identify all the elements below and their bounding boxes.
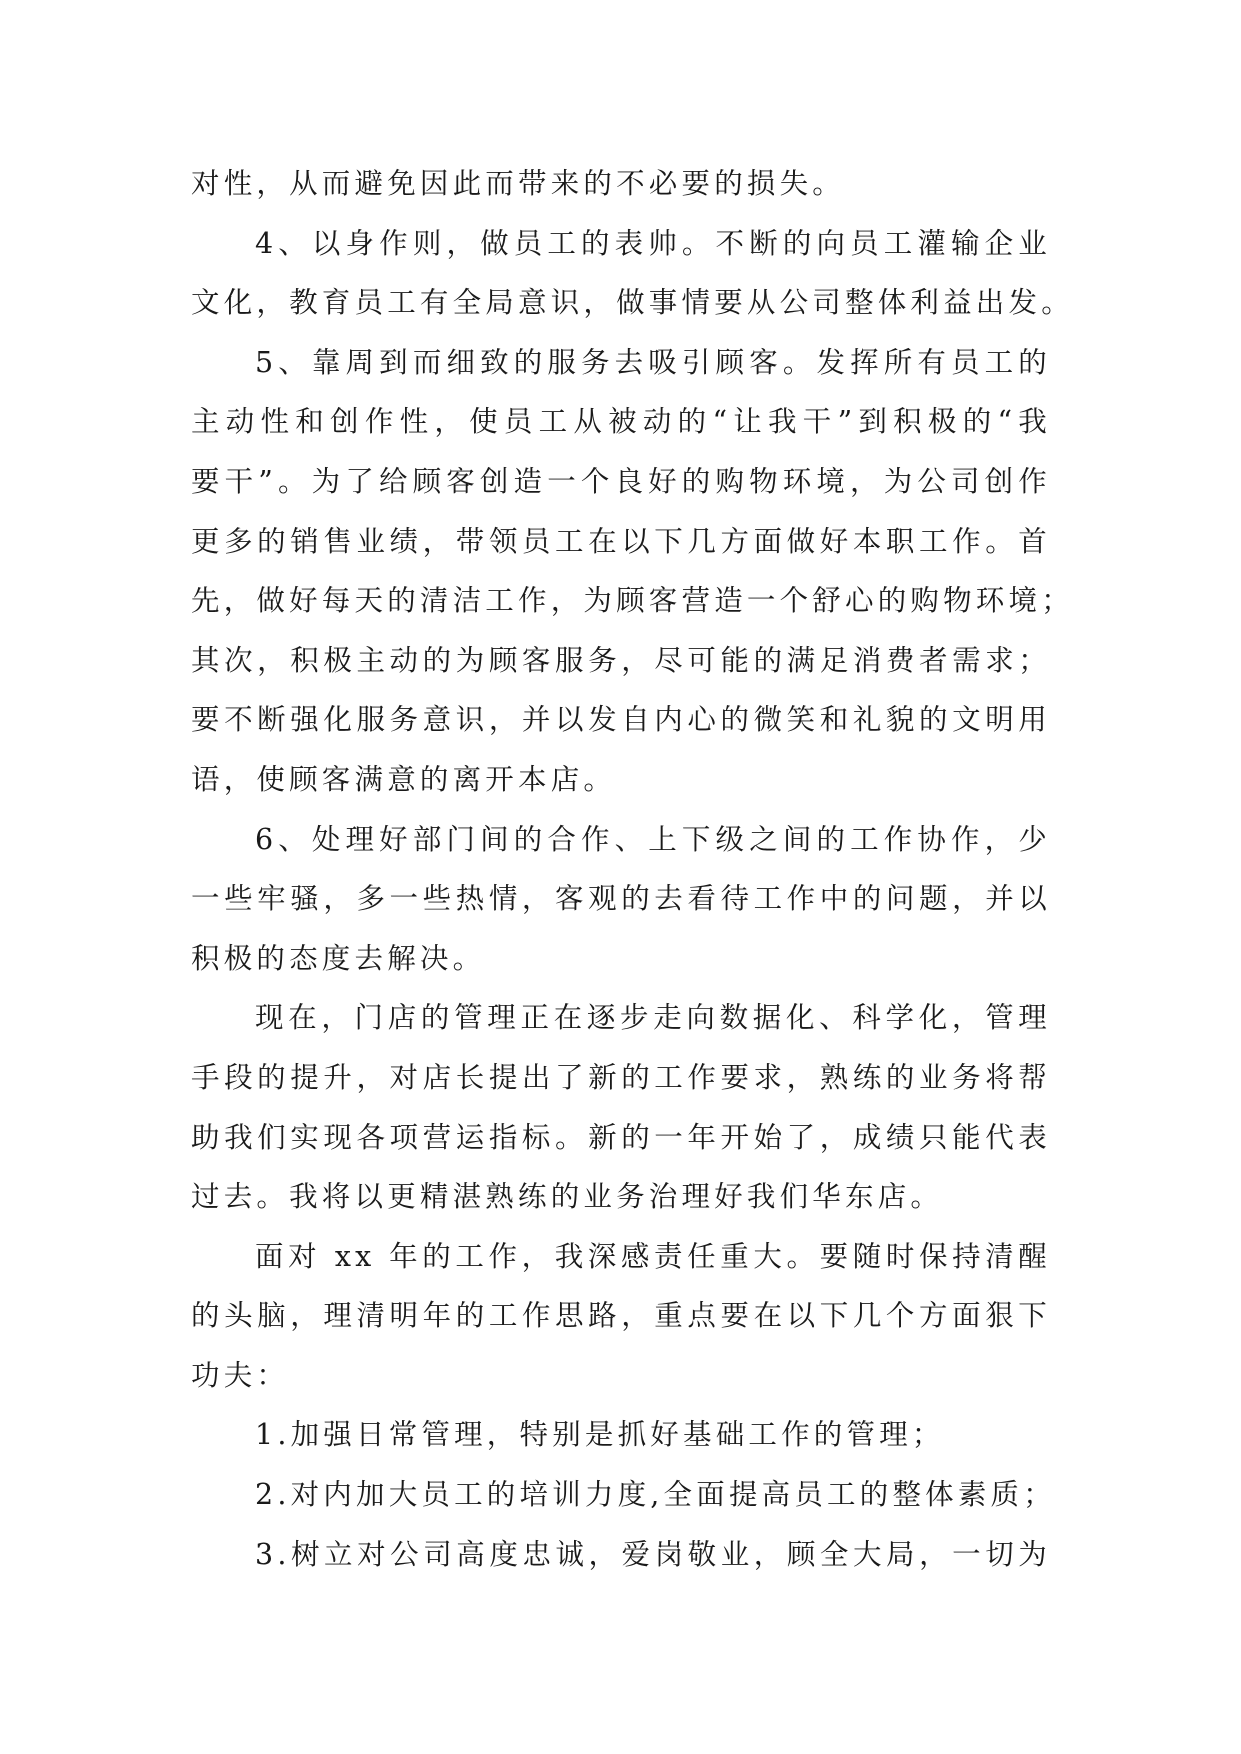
- text-line: 手段的提升，对店长提出了新的工作要求，熟练的业务将帮: [191, 1060, 1051, 1094]
- text-line: 要干”。为了给顾客创造一个良好的购物环境，为公司创作: [191, 464, 1051, 498]
- text-line: 过去。我将以更精湛熟练的业务治理好我们华东店。: [191, 1180, 944, 1214]
- text-line: 的头脑，理清明年的工作思路，重点要在以下几个方面狠下: [191, 1299, 1051, 1333]
- text-line: 先，做好每天的清洁工作，为顾客营造一个舒心的购物环境；: [191, 584, 1074, 618]
- body-text: [191, 154, 1074, 1584]
- text-line: 文化，教育员工有全局意识，做事情要从公司整体利益出发。: [191, 286, 1074, 320]
- text-line: 4、以身作则，做员工的表帅。不断的向员工灌输企业: [255, 226, 1051, 260]
- text-line: 主动性和创作性，使员工从被动的“让我干”到积极的“我: [191, 405, 1051, 439]
- text-line: 2.对内加大员工的培训力度,全面提高员工的整体素质；: [255, 1478, 1056, 1512]
- text-line: 3.树立对公司高度忠诚，爱岗敬业，顾全大局，一切为: [255, 1537, 1051, 1571]
- text-line: 更多的销售业绩，带领员工在以下几方面做好本职工作。首: [191, 524, 1051, 558]
- text-line: 对性，从而避免因此而带来的不必要的损失。: [191, 167, 846, 200]
- text-line: 功夫：: [191, 1358, 290, 1392]
- text-line: 语，使顾客满意的离开本店。: [191, 762, 617, 796]
- text-line: 6、处理好部门间的合作、上下级之间的工作协作，少: [255, 822, 1051, 856]
- text-line: 面对 xx 年的工作，我深感责任重大。要随时保持清醒: [255, 1239, 1051, 1273]
- text-line: 现在，门店的管理正在逐步走向数据化、科学化，管理: [255, 1001, 1051, 1035]
- text-line: 积极的态度去解决。: [191, 941, 486, 975]
- text-line: 其次，积极主动的为顾客服务，尽可能的满足消费者需求；: [191, 643, 1051, 677]
- text-line: 助我们实现各项营运指标。新的一年开始了，成绩只能代表: [191, 1120, 1051, 1154]
- text-line: 5、靠周到而细致的服务去吸引顾客。发挥所有员工的: [255, 345, 1051, 379]
- text-line: 1.加强日常管理，特别是抓好基础工作的管理；: [255, 1418, 945, 1452]
- text-line: 一些牢骚，多一些热情，客观的去看待工作中的问题，并以: [191, 882, 1051, 916]
- text-line: 要不断强化服务意识，并以发自内心的微笑和礼貌的文明用: [191, 703, 1051, 737]
